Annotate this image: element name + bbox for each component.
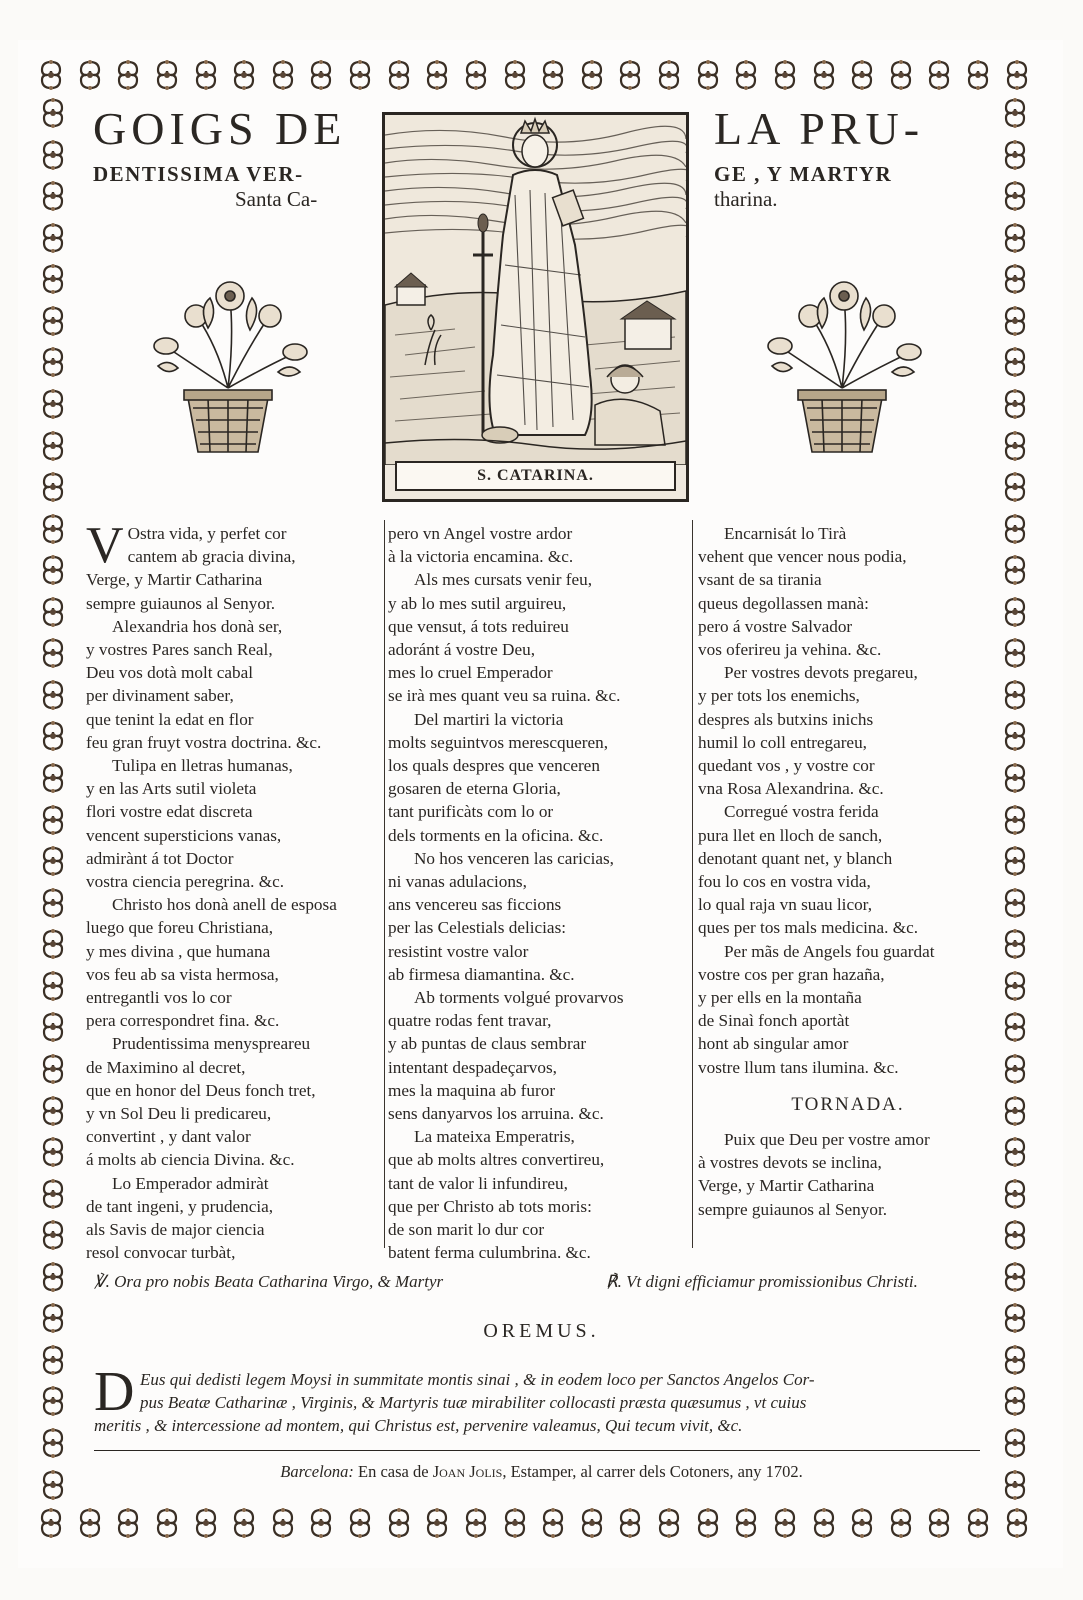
oremus-heading: OREMUS. xyxy=(483,1320,600,1342)
border-ornament-icon xyxy=(998,1094,1032,1132)
border-ornament-icon xyxy=(36,719,70,757)
verse-line: dels torments en la oficina. &c. xyxy=(388,825,604,845)
border-ornament-icon xyxy=(266,1506,300,1544)
verse-line: per las Celestials delicias: xyxy=(388,918,567,938)
imprint-place: Barcelona: xyxy=(280,1462,354,1481)
border-ornament-icon xyxy=(691,58,725,96)
title-right xyxy=(714,104,974,210)
verse-line: entregantli vos lo cor xyxy=(86,988,232,1008)
border-ornament-icon xyxy=(729,58,763,96)
verse-line: Per mãs de Angels fou guardat xyxy=(724,941,935,961)
versicle-response xyxy=(94,1272,994,1292)
verse-line: pero á vostre Salvador xyxy=(698,616,853,636)
border-ornament-icon xyxy=(922,58,956,96)
verse-line: flori vostre edat discreta xyxy=(86,802,253,822)
border-ornament-icon xyxy=(36,1260,70,1298)
border-ornament-icon xyxy=(845,58,879,96)
verse-line: y en las Arts sutil violeta xyxy=(86,779,257,799)
border-ornament-icon xyxy=(536,1506,570,1544)
verse-line: á molts ab ciencia Divina. &c. xyxy=(86,1150,295,1170)
verse-line: Encarnisát lo Tirà xyxy=(724,524,847,543)
border-ornament-icon xyxy=(652,1506,686,1544)
verse-line: Christo hos donà anell de esposa xyxy=(112,895,337,915)
verse-line: Puix que Deu per vostre amor xyxy=(724,1130,930,1150)
verse-line: hont ab singular amor xyxy=(698,1034,849,1054)
verse-line: gosaren de eterna Gloria, xyxy=(388,779,561,799)
border-ornament-icon xyxy=(382,1506,416,1544)
verse-line: La mateixa Emperatris, xyxy=(414,1127,575,1147)
verse-line: Ab torments volgué provarvos xyxy=(414,988,624,1008)
border-ornament-icon xyxy=(998,138,1032,176)
verse-line: que tenint la edat en flor xyxy=(86,709,254,729)
title-santa-ca: Santa Ca- xyxy=(235,187,318,211)
border-ornament-icon xyxy=(36,886,70,924)
verse-line: tant de valor li infundireu, xyxy=(388,1173,568,1193)
verse-line: resistint vostre valor xyxy=(388,941,529,961)
verse-line: y ab puntas de claus sembrar xyxy=(388,1034,587,1054)
verse-line: vos feu ab sa vista hermosa, xyxy=(86,964,279,984)
border-ornament-icon xyxy=(36,761,70,799)
verse-line: batent ferma culumbrina. &c. xyxy=(388,1243,591,1263)
border-ornament-icon xyxy=(998,1343,1032,1381)
border-ornament-icon xyxy=(266,58,300,96)
verse-line: admirànt á tot Doctor xyxy=(86,848,234,868)
verse-line: feu gran fruyt vostra doctrina. &c. xyxy=(86,732,322,752)
imprint-footer xyxy=(0,1462,1083,1482)
verse-column-3 xyxy=(698,522,998,1221)
verse-line: humil lo coll entregareu, xyxy=(698,732,867,752)
verse-line: per divinament saber, xyxy=(86,686,234,706)
border-ornament-icon xyxy=(998,470,1032,508)
border-ornament-icon xyxy=(998,719,1032,757)
border-ornament-icon xyxy=(36,304,70,342)
verse-line: vos oferireu ja vehina. &c. xyxy=(698,640,882,660)
verse-line: y mes divina , que humana xyxy=(86,941,271,961)
verse-line: que per Christo ab tots moris: xyxy=(388,1196,592,1216)
verse-line: sens danyarvos los arruina. &c. xyxy=(388,1104,604,1124)
saint-catherine-figure-icon xyxy=(385,115,686,465)
verse-line: vostre llum tans ilumina. &c. xyxy=(698,1057,899,1077)
border-ornament-icon xyxy=(998,1426,1032,1464)
flower-pot-right-icon xyxy=(752,268,932,458)
border-ornament-icon xyxy=(343,1506,377,1544)
border-ornament-icon xyxy=(111,58,145,96)
border-ornament-icon xyxy=(498,58,532,96)
verse-line: molts seguintvos merescqueren, xyxy=(388,732,609,752)
border-right-ornaments xyxy=(996,96,1034,1506)
border-ornament-icon xyxy=(613,1506,647,1544)
border-ornament-icon xyxy=(536,58,570,96)
verse-line: que vensut, á tots reduireu xyxy=(388,616,569,636)
verse-column-2 xyxy=(388,522,686,1265)
woodcut-caption-box xyxy=(395,461,676,491)
border-ornament-icon xyxy=(998,304,1032,342)
verse-line: à vostres devots se inclina, xyxy=(698,1153,882,1173)
border-ornament-icon xyxy=(73,1506,107,1544)
verse-line: vostre cos per gran hazaña, xyxy=(698,964,885,984)
verse-line: convertint , y dant valor xyxy=(86,1127,251,1147)
border-ornament-icon xyxy=(998,262,1032,300)
verse-line: y ab lo mes sutil arguireu, xyxy=(388,593,567,613)
tornada-heading: TORNADA. xyxy=(791,1093,905,1115)
verse-line: vostra ciencia peregrina. &c. xyxy=(86,872,285,892)
verse-line: adoránt á vostre Deu, xyxy=(388,640,535,660)
verse-line: y vn Sol Deu li predicareu, xyxy=(86,1104,272,1124)
verse-line: pero vn Angel vostre ardor xyxy=(388,524,573,543)
border-ornament-icon xyxy=(34,1506,68,1544)
title-verge-martyr: GE , Y MARTYR xyxy=(714,162,893,186)
verse-line: quatre rodas fent travar, xyxy=(388,1011,552,1031)
verse-line: resol convocar turbàt, xyxy=(86,1243,236,1263)
border-ornament-icon xyxy=(768,1506,802,1544)
prayer-line: pus Beatæ Catharinæ , Virginis, & Martyris tuæ mirabiliter collocasti præsta quæsumus , vt cuius xyxy=(140,1393,807,1412)
border-ornament-icon xyxy=(961,1506,995,1544)
border-ornament-icon xyxy=(575,1506,609,1544)
border-ornament-icon xyxy=(807,58,841,96)
verse-line: sempre guiaunos al Senyor. xyxy=(698,1199,888,1219)
verse-line: Deu vos dotà molt cabal xyxy=(86,663,254,683)
border-ornament-icon xyxy=(998,553,1032,591)
border-ornament-icon xyxy=(36,1135,70,1173)
border-ornament-icon xyxy=(36,595,70,633)
verse-line: ab firmesa diamantina. &c. xyxy=(388,964,575,984)
verse-line: y vostres Pares sanch Real, xyxy=(86,640,273,660)
border-ornament-icon xyxy=(150,58,184,96)
border-ornament-icon xyxy=(304,58,338,96)
prayer-line: meritis , & intercessione ad montem, qui Christus est, pervenire valeamus, Qui tecum vivit, &c. xyxy=(94,1416,743,1435)
verse-line: denotant quant net, y blanch xyxy=(698,848,893,868)
footer-rule xyxy=(94,1450,980,1451)
border-ornament-icon xyxy=(36,1177,70,1215)
border-ornament-icon xyxy=(36,1426,70,1464)
verse-line: ans vencereu sas ficcions xyxy=(388,895,562,915)
border-ornament-icon xyxy=(36,345,70,383)
border-ornament-icon xyxy=(36,1094,70,1132)
border-ornament-icon xyxy=(420,58,454,96)
border-ornament-icon xyxy=(998,1052,1032,1090)
border-ornament-icon xyxy=(998,636,1032,674)
column-rule-2 xyxy=(692,520,693,1248)
response-text: ℟. Vt digni efficiamur promissionibus Christi. xyxy=(606,1272,918,1291)
border-ornament-icon xyxy=(691,1506,725,1544)
verse-line: intentant despadeçarvos, xyxy=(388,1057,557,1077)
border-ornament-icon xyxy=(459,58,493,96)
verse-line: Per vostres devots pregareu, xyxy=(724,663,918,683)
verse-line: queus degollassen manà: xyxy=(698,593,869,613)
border-ornament-icon xyxy=(922,1506,956,1544)
border-ornament-icon xyxy=(36,1010,70,1048)
verse-line: de Maximino al decret, xyxy=(86,1057,246,1077)
border-ornament-icon xyxy=(998,1135,1032,1173)
border-left-ornaments xyxy=(34,96,72,1506)
border-ornament-icon xyxy=(227,58,261,96)
verse-line: vna Rosa Alexandrina. &c. xyxy=(698,779,884,799)
verse-line: vehent que vencer nous podia, xyxy=(698,547,907,567)
verse-line: de son marit lo dur cor xyxy=(388,1220,545,1240)
border-ornament-icon xyxy=(36,927,70,965)
border-ornament-icon xyxy=(998,678,1032,716)
border-ornament-icon xyxy=(73,58,107,96)
verse-line: que en honor del Deus fonch tret, xyxy=(86,1080,316,1100)
prayer-text xyxy=(94,1361,994,1437)
border-ornament-icon xyxy=(1000,58,1034,96)
verse-line: los quals despres que venceren xyxy=(388,756,600,776)
border-ornament-icon xyxy=(998,1260,1032,1298)
title-tharina: tharina. xyxy=(714,187,778,211)
border-ornament-icon xyxy=(998,969,1032,1007)
border-ornament-icon xyxy=(998,512,1032,550)
title-dentissima: DENTISSIMA VER- xyxy=(93,162,304,186)
verse-dropcap: V xyxy=(86,517,124,574)
border-ornament-icon xyxy=(998,927,1032,965)
border-ornament-icon xyxy=(36,387,70,425)
border-ornament-icon xyxy=(420,1506,454,1544)
verse-line: ni vanas adulacions, xyxy=(388,872,527,892)
verse-line: mes la maquina ab furor xyxy=(388,1080,556,1100)
verse-line: mes lo cruel Emperador xyxy=(388,663,553,683)
border-ornament-icon xyxy=(998,96,1032,134)
border-ornament-icon xyxy=(189,58,223,96)
border-ornament-icon xyxy=(998,1218,1032,1256)
verse-line: Alexandria hos donà ser, xyxy=(112,616,283,636)
border-ornament-icon xyxy=(343,58,377,96)
versicle-text: ℣. Ora pro nobis Beata Catharina Virgo, & Martyr xyxy=(94,1272,444,1291)
border-ornament-icon xyxy=(36,844,70,882)
border-ornament-icon xyxy=(807,1506,841,1544)
border-bottom-ornaments xyxy=(34,1506,1034,1544)
border-ornament-icon xyxy=(998,803,1032,841)
border-ornament-icon xyxy=(575,58,609,96)
verse-line: vencent supersticions vanas, xyxy=(86,825,282,845)
title-left xyxy=(93,104,383,210)
border-ornament-icon xyxy=(36,96,70,134)
border-ornament-icon xyxy=(998,1177,1032,1215)
border-ornament-icon xyxy=(36,803,70,841)
verse-line: luego que foreu Christiana, xyxy=(86,918,274,938)
border-ornament-icon xyxy=(998,761,1032,799)
border-ornament-icon xyxy=(36,470,70,508)
verse-line: se irà mes quant veu sa ruina. &c. xyxy=(388,686,621,706)
verse-line: fou lo cos en vostra vida, xyxy=(698,872,871,892)
verse-line: Del martiri la victoria xyxy=(414,709,564,729)
verse-column-1 xyxy=(86,517,381,1265)
verse-line: y per tots los enemichs, xyxy=(698,686,860,706)
border-ornament-icon xyxy=(36,179,70,217)
imprint-text-2: , Estamper, al carrer dels Cotoners, any 1702. xyxy=(502,1462,803,1481)
verse-line: tant purificàts com lo or xyxy=(388,802,554,822)
verse-line: lo qual raja vn suau licor, xyxy=(698,895,872,915)
border-top-ornaments xyxy=(34,58,1034,96)
border-ornament-icon xyxy=(459,1506,493,1544)
border-ornament-icon xyxy=(998,221,1032,259)
verse-line: de tant ingeni, y prudencia, xyxy=(86,1196,274,1216)
imprint-text-1: En casa de xyxy=(353,1462,433,1481)
border-ornament-icon xyxy=(961,58,995,96)
verse-line: Verge, y Martir Catharina xyxy=(86,570,263,590)
title-goigs-de: GOIGS DE xyxy=(93,103,347,154)
verse-line: ques per tos mals medicina. &c. xyxy=(698,918,919,938)
border-ornament-icon xyxy=(998,345,1032,383)
verse-line: Als mes cursats venir feu, xyxy=(414,570,593,590)
border-ornament-icon xyxy=(36,678,70,716)
border-ornament-icon xyxy=(845,1506,879,1544)
verse-line: que ab molts altres convertireu, xyxy=(388,1150,605,1170)
border-ornament-icon xyxy=(111,1506,145,1544)
border-ornament-icon xyxy=(998,179,1032,217)
verse-line: despres als butxins inichs xyxy=(698,709,874,729)
border-ornament-icon xyxy=(304,1506,338,1544)
verse-line: vsant de sa tirania xyxy=(698,570,822,590)
border-ornament-icon xyxy=(36,429,70,467)
border-ornament-icon xyxy=(34,58,68,96)
prayer-line: Eus qui dedisti legem Moysi in summitate montis sinai , & in eodem loco per Sanctos Angelos Cor- xyxy=(140,1370,815,1389)
border-ornament-icon xyxy=(1000,1506,1034,1544)
verse-line: als Savis de major ciencia xyxy=(86,1220,265,1240)
border-ornament-icon xyxy=(36,1384,70,1422)
border-ornament-icon xyxy=(189,1506,223,1544)
border-ornament-icon xyxy=(998,429,1032,467)
border-ornament-icon xyxy=(36,969,70,1007)
border-ornament-icon xyxy=(998,886,1032,924)
verse-line: à la victoria encamina. &c. xyxy=(388,547,574,567)
border-ornament-icon xyxy=(382,58,416,96)
verse-line: Verge, y Martir Catharina xyxy=(698,1176,875,1196)
border-ornament-icon xyxy=(652,58,686,96)
verse-line: Ostra vida, y perfet cor xyxy=(127,524,287,543)
border-ornament-icon xyxy=(227,1506,261,1544)
border-ornament-icon xyxy=(36,636,70,674)
border-ornament-icon xyxy=(36,221,70,259)
verse-line: quedant vos , y vostre cor xyxy=(698,756,875,776)
border-ornament-icon xyxy=(884,58,918,96)
border-ornament-icon xyxy=(998,595,1032,633)
flower-pot-left-icon xyxy=(138,268,318,458)
woodcut-caption: S. CATARINA. xyxy=(477,467,594,484)
border-ornament-icon xyxy=(36,1343,70,1381)
verse-line: Corregué vostra ferida xyxy=(724,802,879,822)
verse-line: y per ells en la montaña xyxy=(698,988,862,1008)
verse-line: Prudentissima menyspreareu xyxy=(112,1034,311,1054)
verse-line: sempre guiaunos al Senyor. xyxy=(86,593,276,613)
border-ornament-icon xyxy=(884,1506,918,1544)
title-la-pru: LA PRU- xyxy=(714,103,925,154)
verse-line: pura llet en lloch de sanch, xyxy=(698,825,883,845)
border-ornament-icon xyxy=(768,58,802,96)
imprint-printer: Joan Jolis xyxy=(432,1462,503,1481)
prayer-dropcap: D xyxy=(94,1361,135,1423)
border-ornament-icon xyxy=(36,262,70,300)
border-ornament-icon xyxy=(998,1010,1032,1048)
verse-line: Lo Emperador admiràt xyxy=(112,1173,269,1193)
verse-line: Tulipa en lletras humanas, xyxy=(112,756,293,776)
verse-line: pera correspondret fina. &c. xyxy=(86,1011,280,1031)
border-ornament-icon xyxy=(613,58,647,96)
verse-line: No hos venceren las caricias, xyxy=(414,848,614,868)
verse-line: de Sinaì fonch aportàt xyxy=(698,1011,850,1031)
column-rule-1 xyxy=(384,520,385,1248)
border-ornament-icon xyxy=(998,1384,1032,1422)
border-ornament-icon xyxy=(36,1052,70,1090)
border-ornament-icon xyxy=(998,387,1032,425)
border-ornament-icon xyxy=(36,1218,70,1256)
border-ornament-icon xyxy=(150,1506,184,1544)
border-ornament-icon xyxy=(36,138,70,176)
saint-catherine-woodcut xyxy=(382,112,689,502)
border-ornament-icon xyxy=(498,1506,532,1544)
border-ornament-icon xyxy=(36,512,70,550)
border-ornament-icon xyxy=(998,844,1032,882)
border-ornament-icon xyxy=(36,553,70,591)
verse-line: cantem ab gracia divina, xyxy=(127,547,296,567)
border-ornament-icon xyxy=(729,1506,763,1544)
